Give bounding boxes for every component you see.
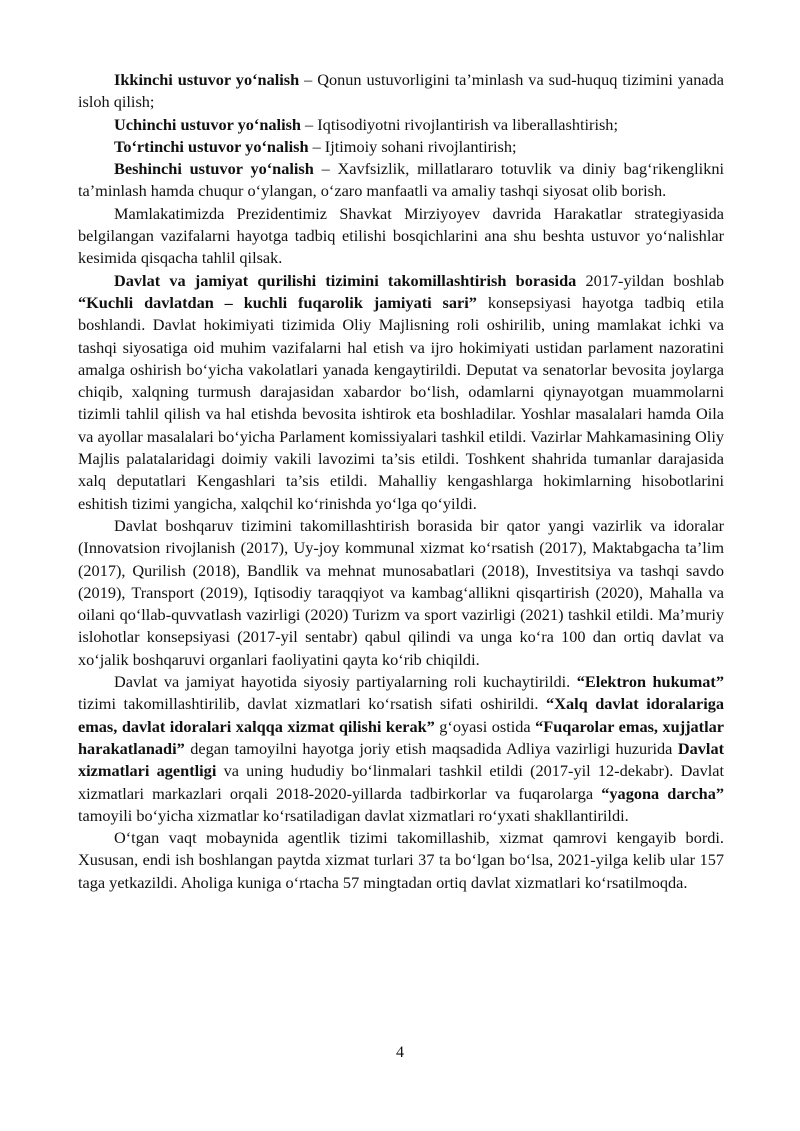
text: Mamlakatimizda Prezidentimiz Shavkat Mirziyoyev davrida Harakatlar strategiyasida belgilangan vazifalarni hayotga tadbiq etilishi bosqichlarini ana shu beshta ustuvor yo‘nalishlar kesimida qisqacha tahlil qilsak. [78,203,724,268]
bold-text: “Fuqarolar emas, xujjatlar harakatlanadi” [78,716,724,758]
paragraph [78,827,724,894]
text: va uning hududiy bo‘linmalari tashkil etildi (2017-yil 12-dekabr). Davlat xizmatlari markazlari orqali 2018-2020-yillarda tadbirkorlar va fuqarolarga [78,761,724,803]
text: 2017-yildan boshlab [576,270,724,290]
paragraph [78,136,724,158]
bold-text: Uchinchi ustuvor yo‘nalish [114,114,301,134]
bold-text: Ikkinchi ustuvor yo‘nalish [114,70,300,89]
bold-text: “Kuchli davlatdan – kuchli fuqarolik jamiyati sari” [78,292,477,312]
text: tamoyili bo‘yicha xizmatlar ko‘rsatiladigan davlat xizmatlari ro‘yxati shakllantirildi. [78,805,629,825]
text: – Xavfsizlik, millatlararo totuvlik va diniy bag‘rikenglikni ta’minlash hamda chuqur o‘ylangan, o‘zaro manfaatli va amaliy tashqi siyosat olib borish. [78,159,724,201]
text: degan tamoyilni hayotga joriy etish maqsadida Adliya vazirligi huzurida [184,738,678,758]
document-body [78,69,724,894]
text: g‘oyasi ostida [434,716,536,736]
page-number: 4 [396,1044,404,1061]
bold-text: To‘rtinchi ustuvor yo‘nalish [114,136,309,156]
text: tizimi takomillashtirilib, davlat xizmatlari ko‘rsatish sifati oshirildi. [78,694,547,714]
paragraph [78,114,724,136]
bold-text: “yagona darcha” [601,783,725,803]
text: – Ijtimoiy sohani rivojlantirish; [308,136,517,156]
bold-text: “Elektron hukumat” [576,672,724,692]
paragraph [78,270,724,515]
bold-text: Davlat xizmatlari agentligi [78,738,724,781]
bold-text: Beshinchi ustuvor yo‘nalish [114,159,314,179]
text: Davlat va jamiyat hayotida siyosiy partiyalarning roli kuchaytirildi. [114,672,577,692]
bold-text: Davlat va jamiyat qurilishi tizimini takomillashtirish borasida [114,270,577,290]
paragraph [78,203,724,270]
text: konsepsiyasi hayotga tadbiq etila boshlandi. Davlat hokimiyati tizimida Oliy Majlisning roli oshirilib, uning mamlakat ichki va tashqi siyosatiga oid muhim vazifalarni hal etish va ijro hokimiyati ustidan parlament nazoratini amalga oshirish bo‘yicha vakolatlari yanada kengaytirildi. Deputat va senatorlar bevosita joylarga chiqib, xalqning turmush darajasidan xabardor bo‘lish, odamlarni qiynayotgan muammolarni tizimli tahlil qilish va hal etishda bevosita ishtirok eta boshladilar. Yoshlar masalalari hamda Oila va ayollar masalalari bo‘yicha Parlament komissiyalari tashkil etildi. Vazirlar Mahkamasining Oliy Majlis palatalaridagi doimiy vakili lavozimi ta’sis etildi. Toshkent shahrida tumanlar darajasida xalq deputatlari Kengashlari ta’sis etildi. Mahalliy kengashlarga hokimlarning hisobotlarini eshitish tizimi yangicha, xalqchil ko‘rinishda yo‘lga qo‘yildi. [78,292,725,513]
text: – Iqtisodiyotni rivojlantirish va liberallashtirish; [300,114,618,134]
paragraph [78,671,724,827]
paragraph [78,158,724,203]
text: O‘tgan vaqt mobaynida agentlik tizimi takomillashib, xizmat qamrovi kengayib bordi. Xususan, endi ish boshlangan paytda xizmat turlari 37 ta bo‘lgan bo‘lsa, 2021-yilga kelib ular 157 taga yetkazildi. Aholiga kuniga o‘rtacha 57 mingtadan ortiq davlat xizmatlari ko‘rsatilmoqda. [78,828,724,892]
text: – Qonun ustuvorligini ta’minlash va sud-huquq tizimini yanada isloh qilish; [78,70,725,112]
bold-text: “Xalq davlat idoralariga emas, davlat idoralari xalqqa xizmat qilishi kerak” [78,694,724,736]
paragraph [78,69,724,114]
text: Davlat boshqaruv tizimini takomillashtirish borasida bir qator yangi vazirlik va idoralar (Innovatsion rivojlanish (2017), Uy-joy kommunal xizmat ko‘rsatish (2017), Maktabgacha ta’lim (2017), Qurilish (2018), Bandlik va mehnat munosabatlari (2018), Investitsiya va tashqi savdo (2019), Transport (2019), Iqtisodiy taraqqiyot va kambag‘allikni qisqartirish (2020), Mahalla va oilani qo‘llab-quvvatlash vazirligi (2020) Turizm va sport vazirligi (2021) tashkil etildi. Ma’muriy islohotlar konsepsiyasi (2017-yil sentabr) qabul qilindi va unga ko‘ra 100 dan ortiq davlat va xo‘jalik boshqaruvi organlari faoliyatini qayta ko‘rib chiqildi. [78,515,724,669]
paragraph [78,515,724,671]
